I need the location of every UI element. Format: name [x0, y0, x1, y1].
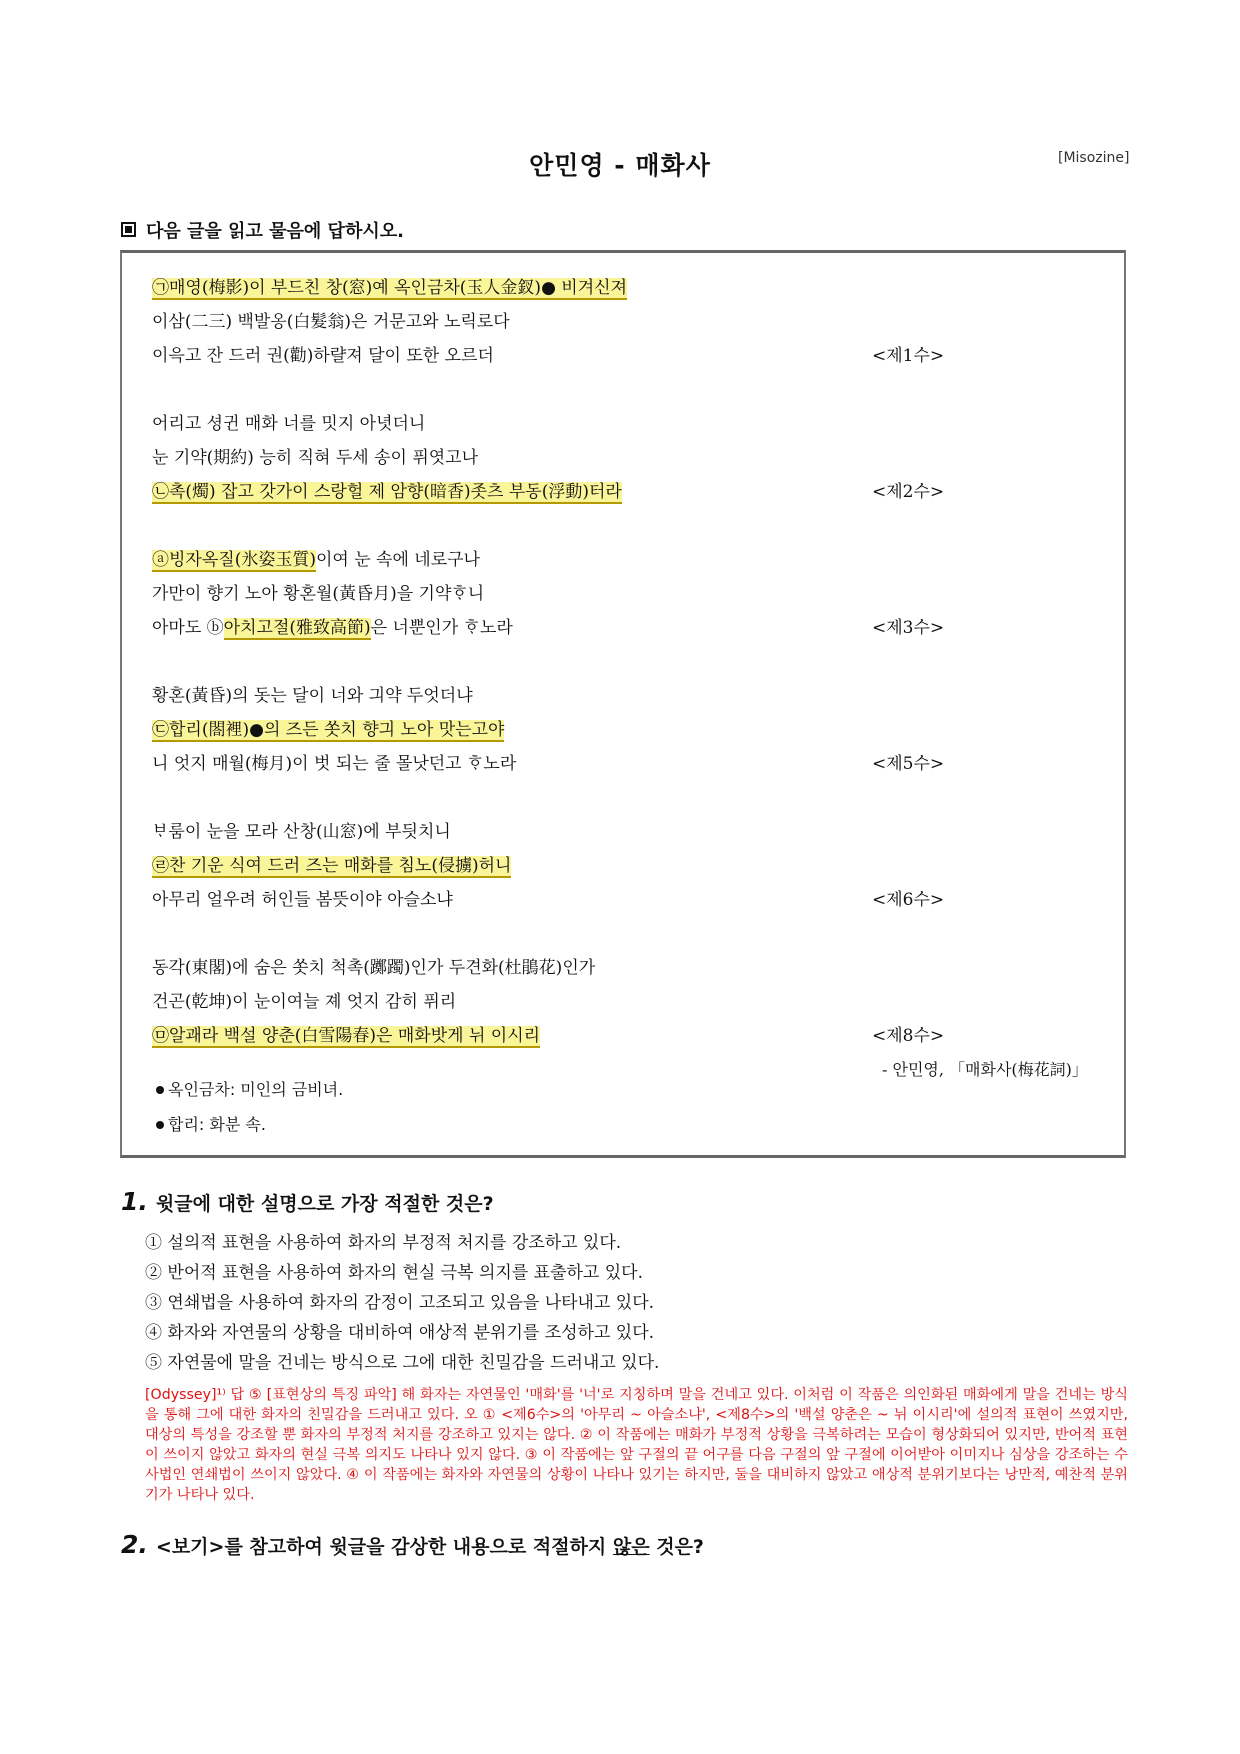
answer-explanation: [Odyssey]¹⁾ 답 ⑤ [표현상의 특징 파악] 해 화자는 자연물인 '매화'를 '너'로 지칭하며 말을 건네고 있다. 이처럼 이 작품은 의인화된 매화에게 말을 건네는 방식을 통해 그에 대한 화자의 친밀감을 드러내고 있다. 오 ① <제6수>의 '아무리 ~ 아슬소냐', <제8수>의 '백설 양춘은 ~ 뉘 이시리'에 설의적 표현이 쓰였지만, 대상의 특성을 강조할 뿐 화자의 부정적 처지를 강조하고 있지는 않다. ② 이 작품에는 매화가 부정적 상황을 극복하려는 모습이 형상화되어 있지만, 반어적 표현이 쓰이지 않았고 화자의 현실 극복 의지도 나타나 있지 않다. ③ 이 작품에는 앞 구절의 끝 어구를 다음 구절의 앞 구절에 이어받아 이미지나 심상을 강조하는 수사법인 연쇄법이 쓰이지 않았다. ④ 이 작품에는 화자와 자연물의 상황이 나타나 있기는 하지만, 둘을 대비하지 않았고 애상적 분위기보다는 낭만적, 예찬적 분위기가 나타나 있다.	[145, 1387, 1128, 1503]
stanza-number: <제5수>	[872, 754, 945, 774]
poem-line	[152, 616, 513, 640]
stanza-number: <제1수>	[872, 346, 945, 366]
poem-line	[152, 752, 516, 776]
footnote-1	[156, 1077, 343, 1100]
line-text: 아무리 얼우려 허인들 봄뜻이야 아슬소냐	[152, 890, 453, 910]
line-text: 이여 눈 속에 네로구나	[315, 550, 480, 570]
choice-2: ② 반어적 표현을 사용하여 화자의 현실 극복 의지를 표출하고 있다.	[145, 1263, 644, 1283]
line-text: 니 엇지 매월(梅月)이 벗 되는 줄 몰낫던고 ᄒᆞ노라	[152, 754, 517, 774]
poem-line	[152, 956, 595, 980]
choice-5: ⑤ 자연물에 말을 건네는 방식으로 그에 대한 친밀감을 드러내고 있다.	[145, 1353, 660, 1373]
question-text-underlined: 않은	[612, 1536, 650, 1558]
stanza-number: <제6수>	[872, 890, 945, 910]
poem-line	[152, 888, 453, 912]
question-text-post: 것은?	[649, 1536, 704, 1558]
poem-author: - 안민영, 「매화사(梅花詞)」	[882, 1060, 1088, 1079]
poem-line	[152, 684, 473, 708]
question-2	[121, 1530, 704, 1559]
poem-line	[152, 582, 484, 606]
question-text-pre: <보기>를 참고하여 윗글을 감상한 내용으로 적절하지	[155, 1536, 613, 1558]
poem-line	[152, 412, 425, 436]
page-title: 안민영 - 매화사	[529, 151, 711, 180]
poem-line	[152, 344, 494, 368]
highlighted-text: ㉤알괘라 백설 양춘(白雪陽春)은 매화밧게 뉘 이시리	[152, 1026, 541, 1046]
line-text: 이윽고 잔 드러 권(勸)하랼져 달이 또한 오르더	[152, 346, 494, 366]
highlighted-text: ㉠매영(梅影)이 부드친 창(窓)예 옥인금차(玉人金釵)● 비겨신져	[152, 278, 627, 298]
highlighted-text: 아치고절(雅致高節)	[223, 618, 371, 638]
stanza-number: <제3수>	[872, 618, 945, 638]
highlighted-text: ㉣찬 기운 식여 드러 즈는 매화를 침노(侵擄)허니	[152, 856, 512, 876]
poem-line	[152, 310, 510, 334]
question-text: 윗글에 대한 설명으로 가장 적절한 것은?	[155, 1193, 494, 1215]
line-text: 이삼(二三) 백발옹(白髮翁)은 거문고와 노릭로다	[152, 312, 510, 332]
poem-line	[152, 718, 504, 742]
poem-line	[152, 276, 627, 300]
question-number: 2.	[121, 1530, 148, 1559]
line-text: 황혼(黃昏)의 돗는 달이 너와 긔약 두엇더냐	[152, 686, 473, 706]
instruction	[121, 217, 404, 243]
choice-4: ④ 화자와 자연물의 상황을 대비하여 애상적 분위기를 조성하고 있다.	[145, 1323, 655, 1343]
poem-line	[152, 854, 511, 878]
poem-line	[152, 480, 622, 504]
question-1	[121, 1187, 494, 1216]
highlighted-text: ㉢합리(閤裡)●의 즈든 쏫치 향긔 노아 맛는고야	[152, 720, 505, 740]
poem-line	[152, 990, 456, 1014]
stanza-number: <제8수>	[872, 1026, 945, 1046]
highlighted-text: ⓐ빙자옥질(氷姿玉質)	[152, 550, 316, 570]
footnote-text: 합리: 화분 속.	[168, 1115, 266, 1134]
poem-line	[152, 1024, 540, 1048]
poem-line	[152, 446, 478, 470]
line-text: ᄇᆞ룸이 눈을 모라 산창(山窓)에 부딋치니	[152, 822, 451, 842]
footnote-text: 옥인금차: 미인의 금비녀.	[168, 1080, 344, 1099]
line-text: 동각(東閣)에 숨은 쏫치 척촉(躑躅)인가 두견화(杜鵑花)인가	[152, 958, 596, 978]
bullet-icon	[156, 1121, 164, 1129]
line-text: 아마도 ⓑ	[152, 618, 224, 638]
choice-1: ① 설의적 표현을 사용하여 화자의 부정적 처지를 강조하고 있다.	[145, 1233, 622, 1253]
poem-line	[152, 820, 451, 844]
bullet-icon	[156, 1086, 164, 1094]
footnote-2	[156, 1112, 266, 1135]
stanza-number: <제2수>	[872, 482, 945, 502]
source-label: [Misozine]	[1058, 150, 1130, 166]
choice-3: ③ 연쇄법을 사용하여 화자의 감정이 고조되고 있음을 나타내고 있다.	[145, 1293, 655, 1313]
line-text: 은 너뿐인가 ᄒᆞ노라	[370, 618, 513, 638]
line-text: 가만이 향기 노아 황혼월(黃昏月)을 기약ᄒᆞ니	[152, 584, 485, 604]
instruction-text: 다음 글을 읽고 물음에 답하시오.	[146, 221, 404, 242]
line-text: 눈 기약(期約) 능히 직혀 두세 송이 퓌엿고나	[152, 448, 479, 468]
question-number: 1.	[121, 1187, 148, 1216]
poem-line	[152, 548, 480, 572]
line-text: 건곤(乾坤)이 눈이여늘 졔 엇지 감히 퓌리	[152, 992, 457, 1012]
highlighted-text: ㉡촉(燭) 잡고 갓가이 스랑헐 제 암향(暗香)좃츠 부동(浮動)터라	[152, 482, 622, 502]
line-text: 어리고 셩귄 매화 너를 밋지 아녓더니	[152, 414, 426, 434]
square-bullet-icon	[121, 222, 136, 237]
